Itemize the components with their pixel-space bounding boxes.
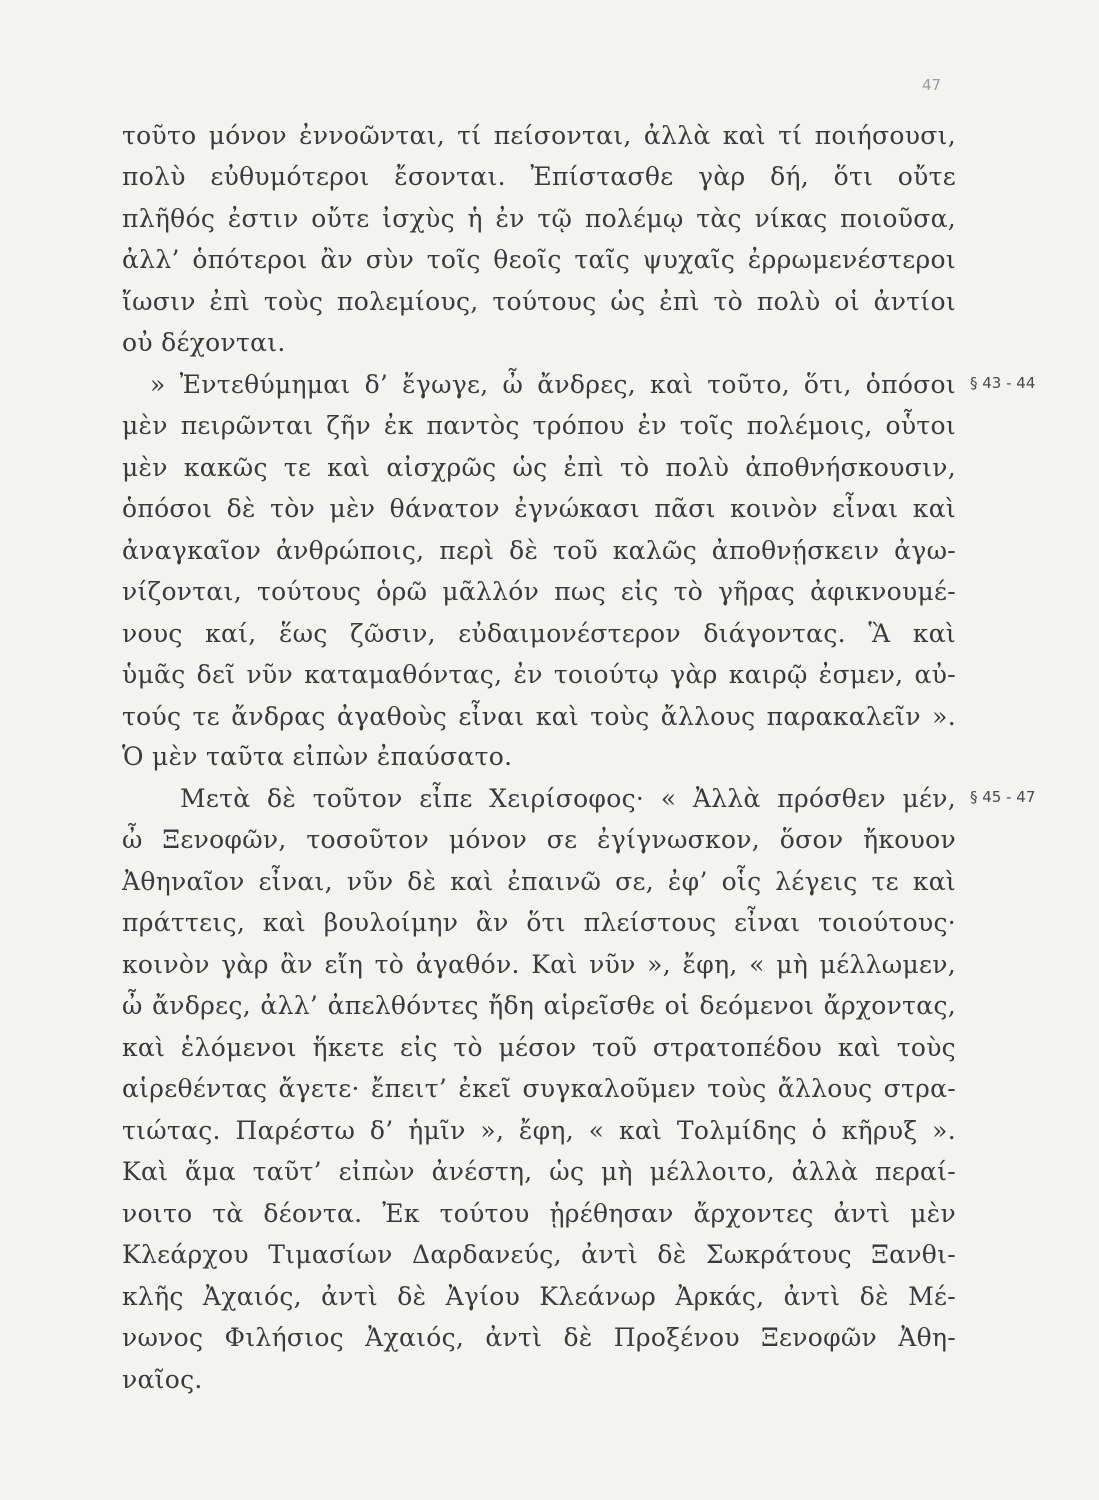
margin-section-note: § 43 - 44 xyxy=(970,374,1036,392)
text-line: οὐ δέχονται. xyxy=(122,328,286,357)
text-line: ἴωσιν ἐπὶ τοὺς πολεμίους, τούτους ὡς ἐπὶ τὸ πολὺ οἱ ἀντίοι xyxy=(122,287,956,316)
text-line: τούς τε ἄνδρας ἀγαθοὺς εἶναι καὶ τοὺς ἄλλους παρακαλεῖν ». xyxy=(122,702,956,731)
text-line: ἀναγκαῖον ἀνθρώποις, περὶ δὲ τοῦ καλῶς ἀποθνῄσκειν ἀγω- xyxy=(122,536,956,565)
text-line: Ἀθηναῖον εἶναι, νῦν δὲ καὶ ἐπαινῶ σε, ἐφ’ οἷς λέγεις τε καὶ xyxy=(122,867,956,896)
text-line: κοινὸν γὰρ ἂν εἴη τὸ ἀγαθόν. Καὶ νῦν », ἔφη, « μὴ μέλλωμεν, xyxy=(122,950,956,979)
text-line: μὲν κακῶς τε καὶ αἰσχρῶς ὡς ἐπὶ τὸ πολὺ ἀποθνήσκουσιν, xyxy=(122,453,956,482)
text-line: ὁπόσοι δὲ τὸν μὲν θάνατον ἐγνώκασι πᾶσι κοινὸν εἶναι καὶ xyxy=(122,494,956,523)
text-line: καὶ ἑλόμενοι ἥκετε εἰς τὸ μέσον τοῦ στρατοπέδου καὶ τοὺς xyxy=(122,1033,956,1062)
text-line: Μετὰ δὲ τοῦτον εἶπε Χειρίσοφος· « Ἀλλὰ πρόσθεν μέν, xyxy=(180,784,956,813)
page-number: 47 xyxy=(922,76,942,94)
text-line: πολὺ εὐθυμότεροι ἔσονται. Ἐπίστασθε γὰρ δή, ὅτι οὔτε xyxy=(122,162,956,191)
text-line: ἀλλ’ ὁπότεροι ἂν σὺν τοῖς θεοῖς ταῖς ψυχαῖς ἐρρωμενέστεροι xyxy=(122,245,956,274)
text-line: αἱρεθέντας ἄγετε· ἔπειτ’ ἐκεῖ συγκαλοῦμεν τοὺς ἄλλους στρα- xyxy=(122,1074,956,1103)
text-line: μὲν πειρῶνται ζῆν ἐκ παντὸς τρόπου ἐν τοῖς πολέμοις, οὗτοι xyxy=(122,411,956,440)
text-line: Καὶ ἅμα ταῦτ’ εἰπὼν ἀνέστη, ὡς μὴ μέλλοιτο, ἀλλὰ περαί- xyxy=(122,1157,956,1186)
text-line: » Ἐντεθύμημαι δ’ ἔγωγε, ὦ ἄνδρες, καὶ τοῦτο, ὅτι, ὁπόσοι xyxy=(150,370,956,399)
text-line: τιώτας. Παρέστω δ’ ἡμῖν », ἔφη, « καὶ Τολμίδης ὁ κῆρυξ ». xyxy=(122,1116,956,1145)
text-line: νωνος Φιλήσιος Ἀχαιός, ἀντὶ δὲ Προξένου Ξενοφῶν Ἀθη- xyxy=(122,1323,956,1352)
text-line: ὑμᾶς δεῖ νῦν καταμαθόντας, ἐν τοιούτῳ γὰρ καιρῷ ἐσμεν, αὐ- xyxy=(122,660,956,689)
text-line: νίζονται, τούτους ὁρῶ μᾶλλόν πως εἰς τὸ γῆρας ἀφικνουμέ- xyxy=(122,577,956,606)
margin-section-note: § 45 - 47 xyxy=(970,788,1036,806)
text-line: κλῆς Ἀχαιός, ἀντὶ δὲ Ἀγίου Κλεάνωρ Ἀρκάς, ἀντὶ δὲ Μέ- xyxy=(122,1282,956,1311)
text-line: πράττεις, καὶ βουλοίμην ἂν ὅτι πλείστους εἶναι τοιούτους· xyxy=(122,908,956,937)
text-line: τοῦτο μόνον ἐννοῶνται, τί πείσονται, ἀλλὰ καὶ τί ποιήσουσι, xyxy=(122,121,956,150)
text-line: πλῆθός ἐστιν οὔτε ἰσχὺς ἡ ἐν τῷ πολέμῳ τὰς νίκας ποιοῦσα, xyxy=(122,204,956,233)
text-line: ναῖος. xyxy=(122,1365,203,1394)
text-line: ὦ ἄνδρες, ἀλλ’ ἀπελθόντες ἤδη αἱρεῖσθε οἱ δεόμενοι ἄρχοντας, xyxy=(122,991,956,1020)
text-line: νους καί, ἕως ζῶσιν, εὐδαιμονέστερον διάγοντας. Ἃ καὶ xyxy=(122,619,956,648)
text-line: Κλεάρχου Τιμασίων Δαρδανεύς, ἀντὶ δὲ Σωκράτους Ξανθι- xyxy=(122,1240,956,1269)
text-line: νοιτο τὰ δέοντα. Ἐκ τούτου ᾑρέθησαν ἄρχοντες ἀντὶ μὲν xyxy=(122,1199,956,1228)
text-line: ὦ Ξενοφῶν, τοσοῦτον μόνον σε ἐγίγνωσκον, ὅσον ἤκουον xyxy=(122,825,956,854)
text-line: Ὁ μὲν ταῦτα εἰπὼν ἐπαύσατο. xyxy=(122,742,513,771)
